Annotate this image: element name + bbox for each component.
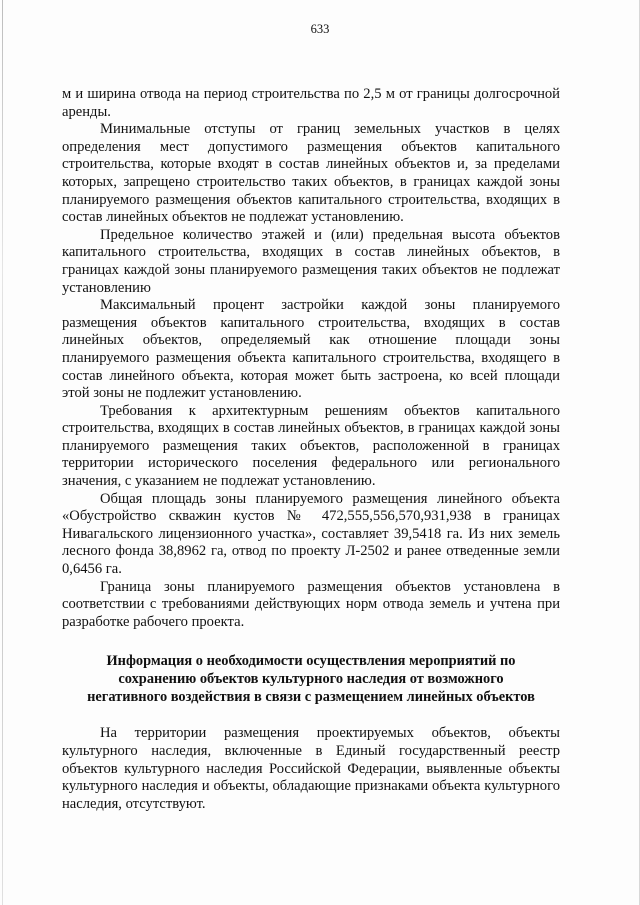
section-heading xyxy=(62,652,560,706)
paragraph-architecture-requirements: Требования к архитектурным решениям объектов капитального строительства, входящих в состав линейных объектов, в границах каждой зоны планируемого размещения таких объектов, расположенной в границах территории исторического поселения федерального или регионального значения, с указанием не подлежат установлению. xyxy=(62,402,560,490)
paragraph-total-area: Общая площадь зоны планируемого размещения линейного объекта «Обустройство скважин кустов № 472,555,556,570,931,938 в границах Нивагальского лицензионного участка», составляет 39,5418 га. Из них земель лесного фонда 38,8962 га, отвод по проекту Л-2502 и ранее отведенные земли 0,6456 га. xyxy=(62,490,560,578)
paragraph-min-setbacks: Минимальные отступы от границ земельных участков в целях определения мест допустимого размещения объектов капитального строительства, которые входят в состав линейных объектов и, за пределами которых, запрещено строительство таких объектов, в границах каждой зоны планируемого размещения объектов капитального строительства, входящих в состав линейных объектов не подлежат установлению. xyxy=(62,121,560,226)
paragraph-zone-boundary: Граница зоны планируемого размещения объектов установлена в соответствии с требованиями действующих норм отвода земель и учтена при разработке рабочего проекта. xyxy=(62,578,560,630)
page-number: 633 xyxy=(310,22,330,36)
paragraph-continuation: м и ширина отвода на период строительства по 2,5 м от границы долгосрочной аренды. xyxy=(62,86,560,120)
document-body xyxy=(62,86,560,813)
scan-edge xyxy=(2,0,3,905)
paragraph-cultural-heritage: На территории размещения проектируемых объектов, объекты культурного наследия, включенные в Единый государственный реестр объектов культурного наследия Российской Федерации, выявленные объекты культурного наследия и объекты, обладающие признаками объекта культурного наследия, отсутствуют. xyxy=(62,725,560,812)
section-heading-line-2: сохранению объектов культурного наследия от возможного xyxy=(118,671,504,688)
section-heading-line-3: негативного воздействия в связи с размещением линейных объектов xyxy=(87,689,535,706)
paragraph-max-floors: Предельное количество этажей и (или) предельная высота объектов капитального строительства, входящих в состав линейных объектов, в границах каждой зоны планируемого размещения таких объектов не подлежат установлению xyxy=(62,226,560,296)
paragraph-max-coverage: Максимальный процент застройки каждой зоны планируемого размещения объектов капитального строительства, входящих в состав линейных объектов, определяемый как отношение площади зоны планируемого размещения объекта капитального строительства, входящего в состав линейного объекта, которая может быть застроена, ко всей площади этой зоны не подлежит установлению. xyxy=(62,297,560,402)
section-heading-line-1: Информация о необходимости осуществления мероприятий по xyxy=(106,653,516,670)
